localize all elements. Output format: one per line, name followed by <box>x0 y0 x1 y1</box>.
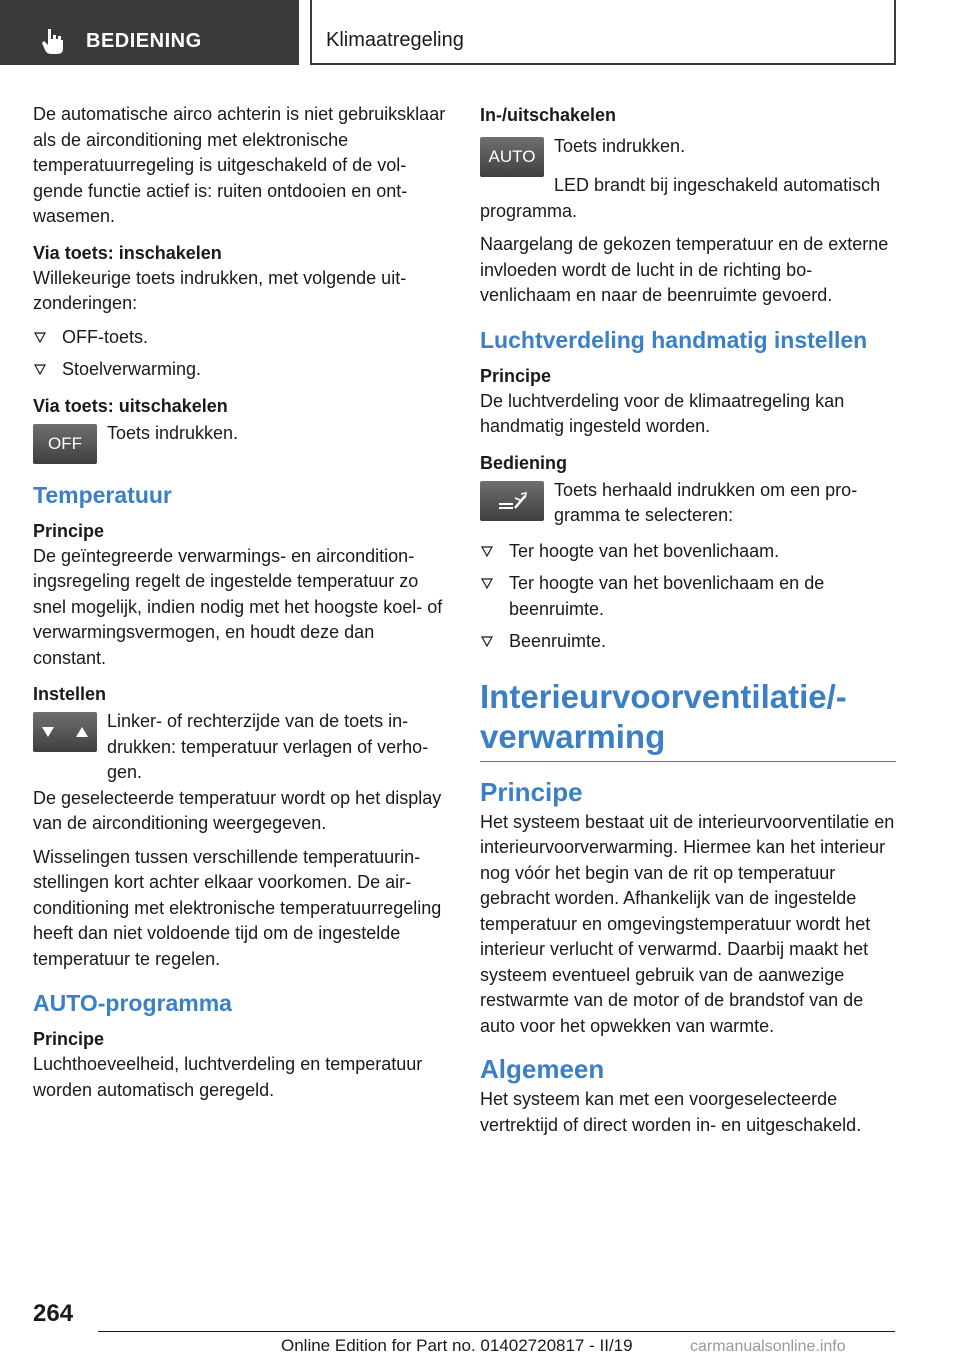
via-on-list <box>33 325 448 383</box>
instellen-text-2: De geselecteerde temperatuur wordt op het display van de airconditioning weergegeven. <box>33 787 442 833</box>
temperature-heading: Temperatuur <box>33 481 172 508</box>
instellen-text-3: Wisselingen tussen verschillende temperatuurinstellingen kort achter elkaar voorkomen. De airconditioning met elektronische temperatuurregeling heeft dan niet voldoende tijd om de ingestelde temperatuur te regelen. <box>33 846 442 969</box>
lv-principe-heading: Principe <box>480 365 552 386</box>
inuit-heading: In-/uitschakelen <box>480 105 617 125</box>
off-text: Toets indrukken. <box>107 422 239 443</box>
triangle-bullet-icon <box>481 577 493 589</box>
luchtverdeling-heading: Luchtverdeling handmatig instellen <box>480 326 868 353</box>
auto-button-row <box>480 134 896 177</box>
triangle-bullet-icon <box>481 545 493 557</box>
list-item: OFF-toets. <box>33 325 448 351</box>
air-distribution-icon <box>495 490 529 512</box>
pointing-hand-icon <box>40 27 66 55</box>
list-item: Ter hoogte van het bovenlichaam en de beenruimte. <box>480 571 896 622</box>
section-tab <box>0 0 299 65</box>
instellen-heading: Instellen <box>33 684 107 704</box>
chapter-title: Klimaatregeling <box>326 29 464 51</box>
list-item: Beenruimte. <box>480 629 896 655</box>
arrow-down-icon <box>42 727 54 737</box>
list-item: Ter hoogte van het bovenlichaam. <box>480 539 896 565</box>
auto-text-1: Toets indrukken. <box>554 136 686 156</box>
algemeen-heading: Algemeen <box>480 1054 605 1084</box>
triangle-bullet-icon <box>34 331 46 343</box>
section-title: BEDIENING <box>86 30 202 52</box>
lv-list <box>480 539 896 655</box>
interieur-heading: Interieurvoorventilatie/-verwarming <box>480 677 896 762</box>
auto-text-2: LED brandt bij ingeschakeld automatisch programma. <box>480 175 881 221</box>
via-on-text: Willekeurige toets indrukken, met volgende uitzonderingen: <box>33 267 407 313</box>
algemeen-text: Het systeem kan met een voorgeselecteerde vertrektijd of direct worden in- en uitgeschakeld. <box>480 1089 862 1135</box>
auto-text-3: Naargelang de gekozen temperatuur en de externe invloeden wordt de lucht in de richting bovenlichaam en naar de beenruimte gevoerd. <box>480 234 889 305</box>
page-number: 264 <box>33 1300 74 1327</box>
list-item: Stoelverwarming. <box>33 357 448 383</box>
auto-program-heading: AUTO-programma <box>33 990 232 1016</box>
auto-button-image: AUTO <box>480 137 544 177</box>
via-on-heading: Via toets: inschakelen <box>33 242 222 263</box>
footer-rule <box>98 1331 895 1332</box>
auto-principe-text: Luchthoeveelheid, luchtverdeling en temperatuur worden automatisch geregeld. <box>33 1054 423 1100</box>
off-button-image: OFF <box>33 424 97 464</box>
temp-principe-heading: Principe <box>33 520 105 541</box>
left-column <box>33 102 448 1111</box>
triangle-bullet-icon <box>34 363 46 375</box>
airflow-button-row <box>480 478 896 529</box>
instellen-text: Linker- of rechterzijde van de toets indrukken: temperatuur verlagen of verhogen. <box>107 711 429 782</box>
edition-text: Online Edition for Part no. 01402720817 - II/19 <box>281 1336 633 1355</box>
temp-button-image <box>33 712 97 752</box>
temp-button-row <box>33 709 448 786</box>
off-button-row <box>33 421 448 464</box>
airflow-button-image <box>480 481 544 521</box>
lv-bediening-heading: Bediening <box>480 452 568 473</box>
auto-principe-heading: Principe <box>33 1029 105 1049</box>
triangle-bullet-icon <box>481 635 493 647</box>
via-off-heading: Via toets: uitschakelen <box>33 395 228 416</box>
iv-principe-heading: Principe <box>480 776 583 807</box>
intro-paragraph: De automatische airco achterin is niet gebruiksklaar als de airconditioning met elektronische temperatuurregeling is uitgeschakeld of de volgende functie actief is: ruiten ontdooien en ontwasemen. <box>33 104 446 226</box>
lv-bediening-text: Toets herhaald indrukken om een programma te selecteren: <box>554 479 858 525</box>
watermark: carmanualsonline.info <box>690 1338 846 1355</box>
lv-principe-text: De luchtverdeling voor de klimaatregeling kan handmatig ingesteld worden. <box>480 390 845 436</box>
right-column <box>480 102 896 1146</box>
temp-principe-text: De geïntegreerde verwarmings- en airconditioningsregeling regelt de ingestelde temperatuur zo snel mogelijk, indien nodig met het hoogste koel- of verwarmingsvermogen, en houdt deze dan constant. <box>33 545 443 668</box>
arrow-up-icon <box>76 727 88 737</box>
chapter-header <box>310 0 896 65</box>
iv-principe-text: Het systeem bestaat uit de interieurvoorventilatie en interieurvoorverwarming. Hiermee kan het interieur nog vóór het begin van de rit op temperatuur gebracht worden. Afhankelijk van de ingestelde temperatuur en omgevingstemperatuur wordt het interieur verlucht of verwarmd. Daarbij maakt het systeem eventueel gebruik van de aanwezige restwarmte van de motor of de brandstof van de auto voor het opwekken van warmte. <box>480 811 895 1036</box>
